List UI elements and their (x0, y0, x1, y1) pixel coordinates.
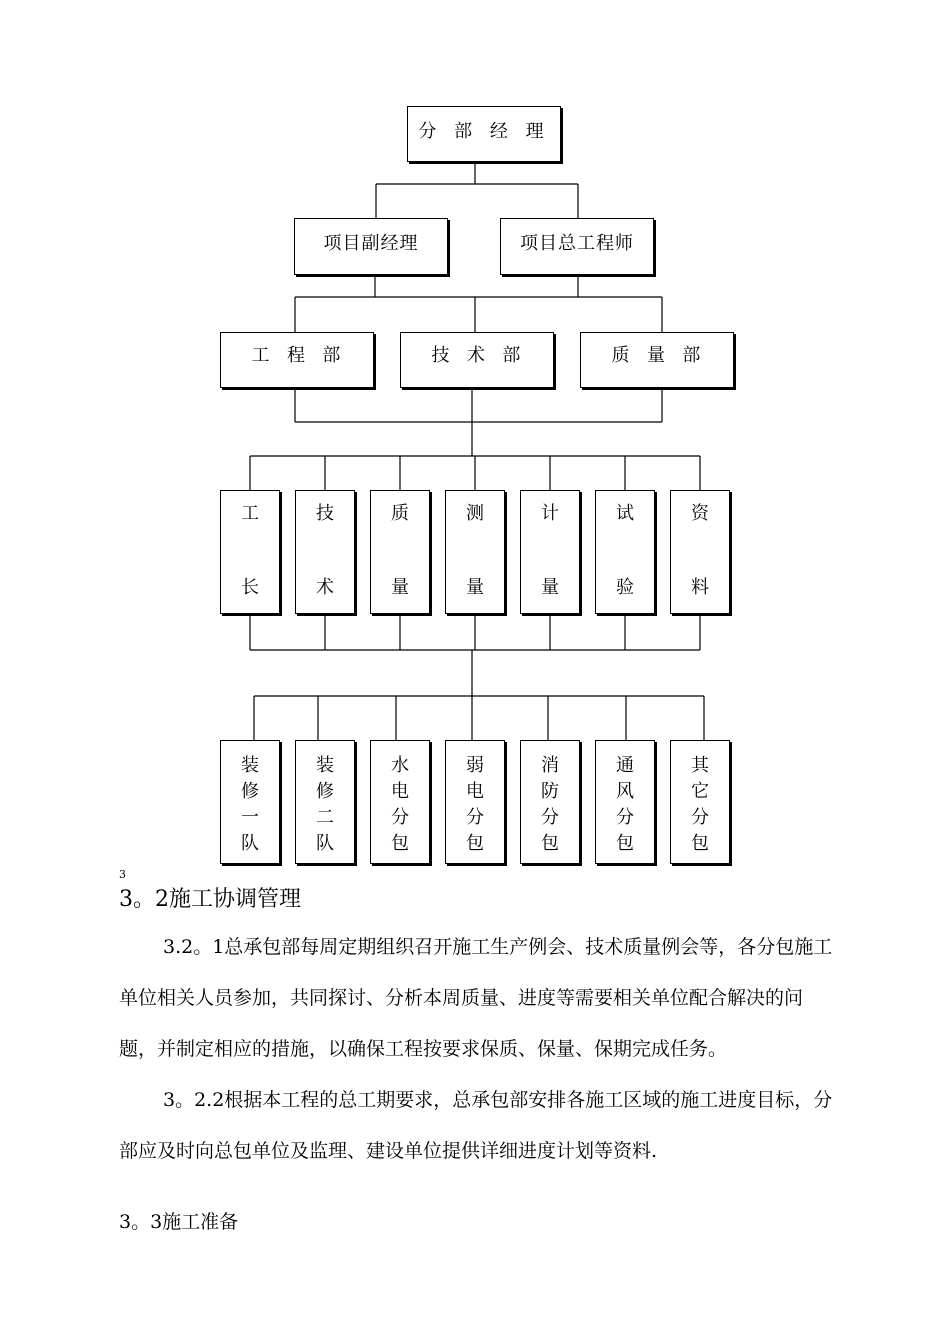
org-box-finishing-team-1 (220, 740, 280, 864)
org-box-char: 量 (466, 577, 484, 598)
org-box-label: 项目副经理 (323, 233, 419, 254)
org-box-text: 装 修 二 队 (316, 755, 334, 854)
paragraph-text: 3.2。1总承包部每周定期组织召开施工生产例会、技术质量例会等，各分包施工单位相关人员参加，共同探讨、分析本周质量、进度等需要相关单位配合解决的问题，并制定相应的措施，以确保工程按要求保质、保量、保期完成任务。 (119, 936, 833, 1060)
paragraph-3-2-1 (119, 922, 839, 1075)
org-box-testing (595, 490, 655, 614)
org-box-label: 工 程 部 (251, 345, 343, 366)
org-box-label: 技 术 部 (431, 345, 523, 366)
org-box-char: 试 (616, 503, 634, 524)
org-box-char: 计 (541, 503, 559, 524)
page-number: 3 (119, 868, 126, 881)
org-box-foreman (220, 490, 280, 614)
org-box-label: 质 量 部 (611, 345, 703, 366)
org-box-text: 水 电 分 包 (391, 755, 409, 854)
org-box-char: 长 (241, 577, 259, 598)
org-box-char: 质 (391, 503, 409, 524)
org-box-finishing-team-2 (295, 740, 355, 864)
org-box-technician (295, 490, 355, 614)
org-box-char: 测 (466, 503, 484, 524)
org-box-low-voltage (445, 740, 505, 864)
org-box-char: 验 (616, 577, 634, 598)
org-box-chief-engineer (500, 218, 654, 275)
org-box-documents (670, 490, 730, 614)
org-box-char: 量 (391, 577, 409, 598)
org-box-char: 料 (691, 577, 709, 598)
org-box-ventilation (595, 740, 655, 864)
org-box-plumbing-electrical (370, 740, 430, 864)
org-box-technical-dept (400, 332, 554, 388)
paragraph-3-2-2 (119, 1075, 839, 1177)
org-box-text: 其 它 分 包 (691, 755, 709, 854)
org-box-text: 装 修 一 队 (241, 755, 259, 854)
paragraph-text: 3。2.2根据本工程的总工期要求，总承包部安排各施工区域的施工进度目标，分部应及时向总包单位及监理、建设单位提供详细进度计划等资料. (119, 1089, 833, 1162)
org-box-other-subcontract (670, 740, 730, 864)
org-box-text: 弱 电 分 包 (466, 755, 484, 854)
org-box-survey (445, 490, 505, 614)
org-box-label: 分 部 经 理 (418, 121, 550, 142)
org-box-deputy-manager (294, 218, 448, 275)
org-box-division-manager (407, 106, 561, 162)
org-box-char: 术 (316, 577, 334, 598)
org-box-engineering-dept (220, 332, 374, 388)
section-heading-3-3: 3。3施工准备 (119, 1211, 239, 1233)
org-box-fire-protection (520, 740, 580, 864)
org-box-text: 消 防 分 包 (541, 755, 559, 854)
org-box-text: 通 风 分 包 (616, 755, 634, 854)
org-box-quality (370, 490, 430, 614)
org-box-char: 工 (241, 503, 259, 524)
section-heading-3-2: 3。2施工协调管理 (119, 887, 301, 912)
org-box-char: 资 (691, 503, 709, 524)
org-box-char: 技 (316, 503, 334, 524)
org-box-quality-dept (580, 332, 734, 388)
org-box-metering (520, 490, 580, 614)
org-box-char: 量 (541, 577, 559, 598)
org-box-label: 项目总工程师 (520, 233, 634, 254)
